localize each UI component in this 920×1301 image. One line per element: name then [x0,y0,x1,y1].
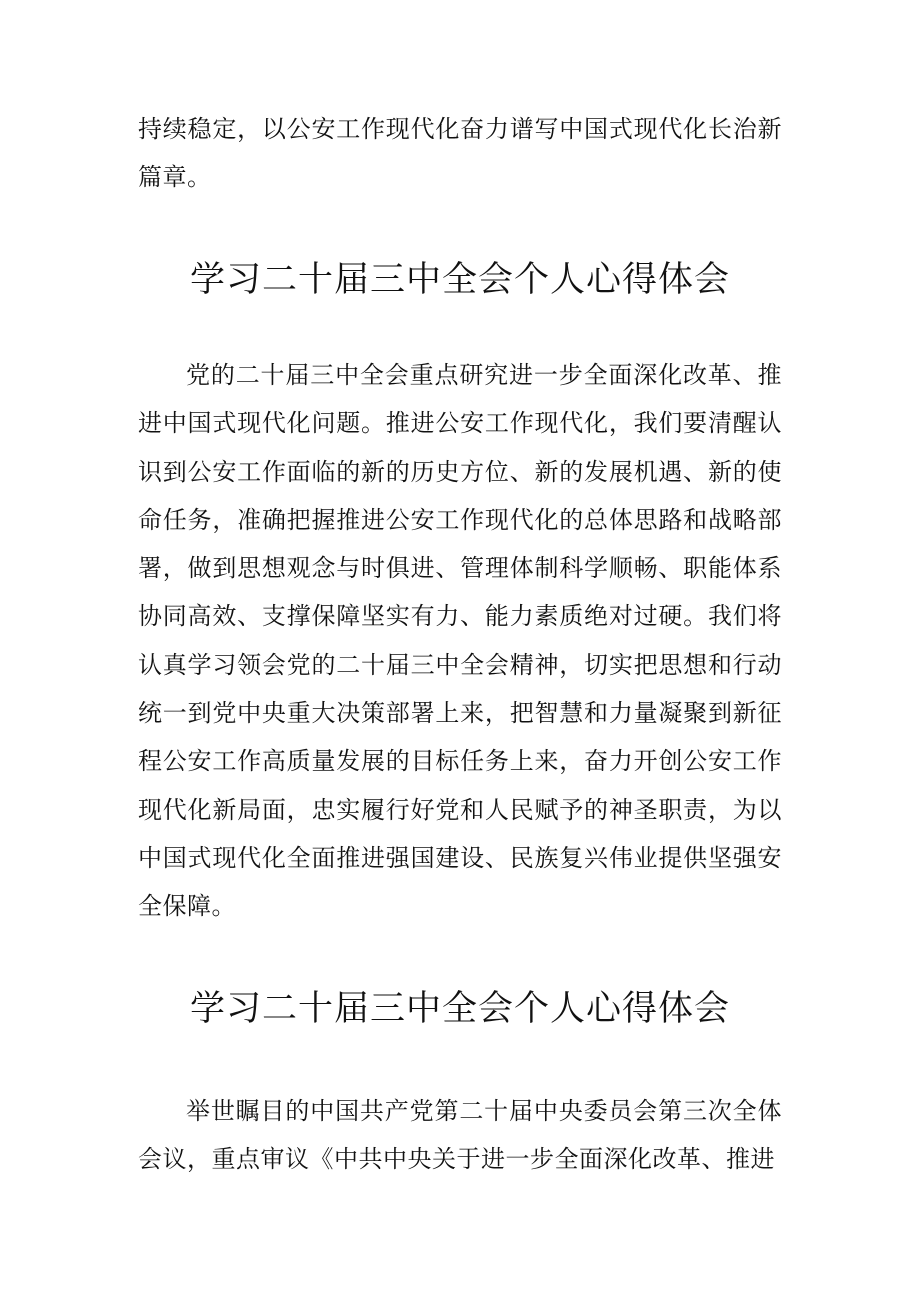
section-body-paragraph: 举世瞩目的中国共产党第二十届中央委员会第三次全体会议，重点审议《中共中央关于进一步全面深化改革、推进 [138,1097,782,1174]
continuation-paragraph: 持续稳定，以公安工作现代化奋力谱写中国式现代化长治新篇章。 [138,115,782,192]
section-title: 学习二十届三中全会个人心得体会 [189,260,730,300]
section-body-paragraph: 党的二十届三中全会重点研究进一步全面深化改革、推进中国式现代化问题。推进公安工作现代化，我们要清醒认识到公安工作面临的新的历史方位、新的发展机遇、新的使命任务，准确把握推进公安工作现代化的总体思路和战略部署，做到思想观念与时俱进、管理体制科学顺畅、职能体系协同高效、支撑保障坚实有力、能力素质绝对过硬。我们将认真学习领会党的二十届三中全会精神，切实把思想和行动统一到党中央重大决策部署上来，把智慧和力量凝聚到新征程公安工作高质量发展的目标任务上来，奋力开创公安工作现代化新局面，忠实履行好党和人民赋予的神圣职责，为以中国式现代化全面推进强国建设、民族复兴伟业提供坚强安全保障。 [138,361,782,921]
section-title: 学习二十届三中全会个人心得体会 [189,989,730,1029]
